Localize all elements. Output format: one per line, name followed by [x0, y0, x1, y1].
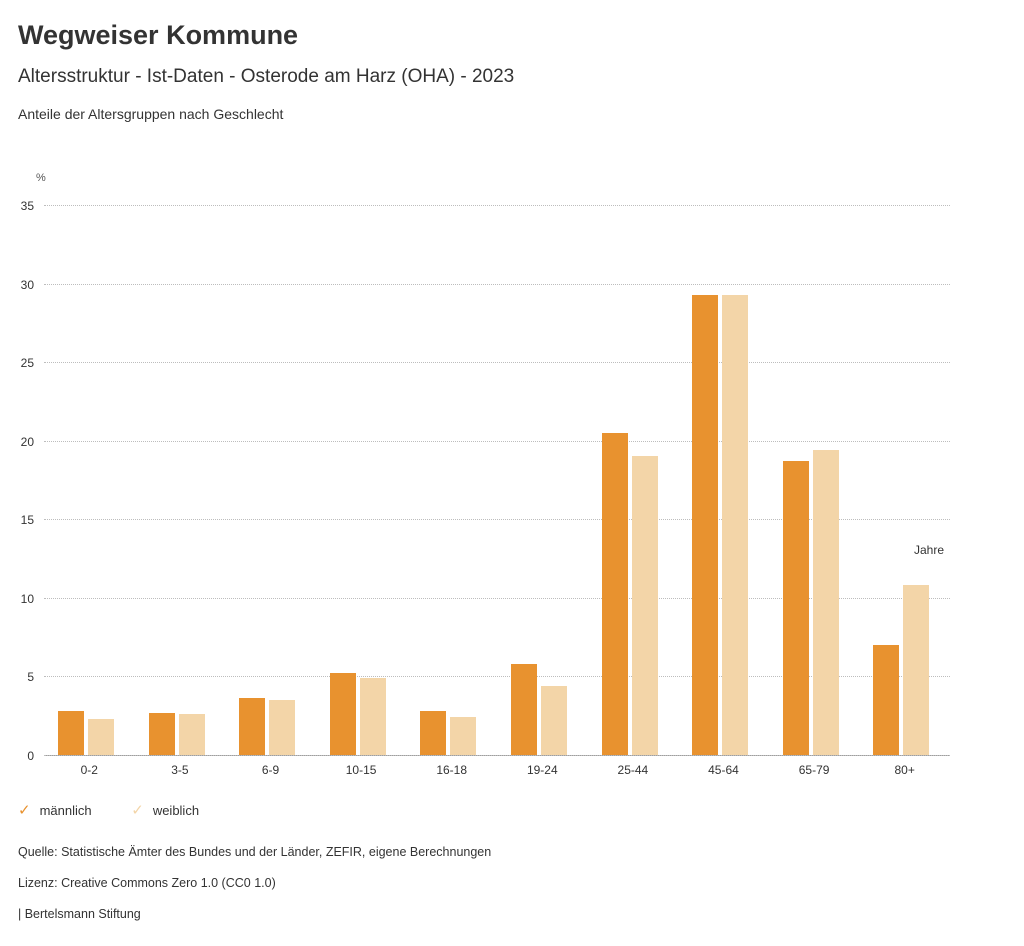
source-note: Quelle: Statistische Ämter des Bundes und der Länder, ZEFIR, eigene Berechnungen	[18, 845, 492, 859]
x-axis-tick-label: 45-64	[708, 763, 739, 777]
x-axis-tick-label: 10-15	[345, 763, 377, 777]
x-axis-tick-label: 3-5	[171, 763, 189, 777]
bar-weiblich-25-44[interactable]	[632, 456, 658, 755]
license-note: Lizenz: Creative Commons Zero 1.0 (CC0 1.0)	[18, 876, 276, 890]
check-icon: ✓	[18, 802, 31, 819]
chart-subsubtitle: Anteile der Altersgruppen nach Geschlecht	[18, 106, 284, 122]
bar-männlich-25-44[interactable]	[602, 433, 628, 755]
legend-item-weiblich[interactable]	[131, 803, 199, 818]
legend-item-maennlich[interactable]	[18, 803, 92, 818]
bar-männlich-19-24[interactable]	[511, 664, 537, 755]
x-axis-tick-label: 16-18	[436, 763, 468, 777]
legend-label: männlich	[39, 803, 92, 818]
y-axis-tick-label: 30	[20, 277, 34, 292]
y-axis-tick-label: 25	[20, 356, 34, 371]
bar-weiblich-16-18[interactable]	[450, 717, 476, 755]
x-axis-tick-label: 25-44	[617, 763, 649, 777]
y-axis-tick-label: 20	[20, 434, 34, 449]
x-axis-tick-label: 0-2	[80, 763, 98, 777]
plot-area	[20, 199, 950, 777]
y-axis-tick-label: 10	[20, 591, 34, 606]
bar-männlich-80+[interactable]	[873, 645, 899, 755]
bar-group	[316, 205, 407, 777]
check-icon: ✓	[131, 802, 144, 819]
bar-männlich-6-9[interactable]	[239, 698, 265, 755]
bar-group-bars	[44, 205, 135, 755]
x-axis-tick-label: 65-79	[798, 763, 830, 777]
bar-group-bars	[678, 205, 769, 755]
x-axis-tick-label: 19-24	[526, 763, 558, 777]
bar-group	[769, 205, 860, 777]
bar-group	[44, 205, 135, 777]
bar-group	[135, 205, 226, 777]
bar-group	[225, 205, 316, 777]
bar-group-bars	[316, 205, 407, 755]
y-axis-tick-label: 5	[27, 670, 34, 685]
y-axis-tick-label: 15	[20, 513, 34, 528]
y-axis-unit: %	[36, 172, 46, 184]
legend-label: weiblich	[152, 803, 200, 818]
bar-group	[588, 205, 679, 777]
bar-group	[678, 205, 769, 777]
bar-group	[497, 205, 588, 777]
chart-legend	[18, 803, 235, 818]
publisher-note: | Bertelsmann Stiftung	[18, 907, 141, 921]
bar-männlich-45-64[interactable]	[692, 295, 718, 755]
x-axis-unit: Jahre	[914, 543, 945, 557]
x-axis-tick-label: 80+	[894, 763, 915, 777]
bar-group-bars	[135, 205, 226, 755]
bar-group	[406, 205, 497, 777]
chart-subtitle: Altersstruktur - Ist-Daten - Osterode am Harz (OHA) - 2023	[18, 66, 515, 87]
bar-männlich-10-15[interactable]	[330, 673, 356, 755]
bar-group	[859, 205, 950, 777]
bar-weiblich-3-5[interactable]	[179, 714, 205, 755]
bar-group-bars	[406, 205, 497, 755]
bar-weiblich-80+[interactable]	[903, 585, 929, 755]
bar-group-bars	[497, 205, 588, 755]
bar-group-bars	[859, 205, 950, 755]
bar-männlich-0-2[interactable]	[58, 711, 84, 755]
bar-männlich-3-5[interactable]	[149, 713, 175, 755]
bar-männlich-16-18[interactable]	[420, 711, 446, 755]
bar-weiblich-19-24[interactable]	[541, 686, 567, 755]
y-axis-tick-label: 35	[20, 199, 34, 213]
bar-weiblich-65-79[interactable]	[813, 450, 839, 755]
x-axis-tick-label: 6-9	[261, 763, 280, 777]
bar-group-bars	[769, 205, 860, 755]
bar-männlich-65-79[interactable]	[783, 461, 809, 755]
bar-weiblich-0-2[interactable]	[88, 719, 114, 755]
bar-weiblich-10-15[interactable]	[360, 678, 386, 755]
bar-group-bars	[225, 205, 316, 755]
bar-weiblich-45-64[interactable]	[722, 295, 748, 755]
y-axis-tick-label: 0	[27, 749, 34, 763]
gridline	[27, 749, 950, 763]
page-title: Wegweiser Kommune	[18, 20, 299, 50]
bar-weiblich-6-9[interactable]	[269, 700, 295, 755]
bar-group-bars	[588, 205, 679, 755]
